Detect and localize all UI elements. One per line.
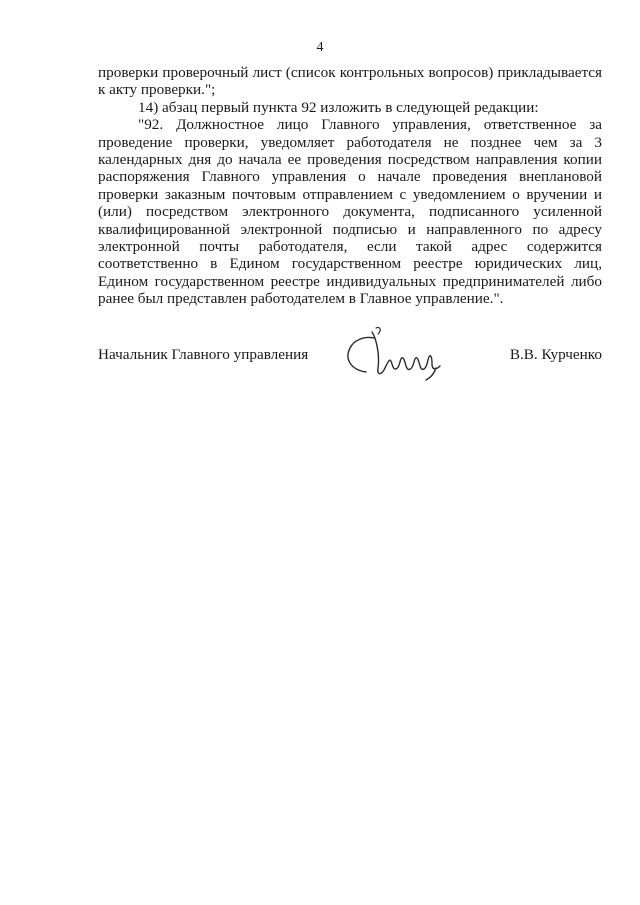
signer-name: В.В. Курченко (509, 346, 602, 363)
paragraph-continuation: проверки проверочный лист (список контрольных вопросов) прикладывается к акту проверки."; (98, 64, 602, 99)
paragraph-amendment-14: 14) абзац первый пункта 92 изложить в следующей редакции: (138, 98, 539, 116)
paragraph-clause-92: "92. Должностное лицо Главного управления, ответственное за проведение проверки, уведомляет работодателя не позднее чем за 3 календарных дня до начала ее проведения посредством направления копии распоряжения Главного управления о начале проведения внеплановой проверки заказным почтовым отправлением с уведомлением о вручении и (или) посредством электронного документа, подписанного усиленной квалифицированной электронной подписью и направленного по адресу электронной почты работодателя, если такой адрес содержится соответственно в Едином государственном реестре юридических лиц, Едином государственном реестре индивидуальных предпринимателей либо ранее был представлен работодателем в Главное управление.". (98, 116, 602, 308)
document-body (98, 64, 602, 308)
position-title: Начальник Главного управления (98, 346, 309, 363)
handwritten-signature (342, 324, 452, 382)
page-number: 4 (316, 40, 324, 55)
signature-block (98, 346, 602, 380)
